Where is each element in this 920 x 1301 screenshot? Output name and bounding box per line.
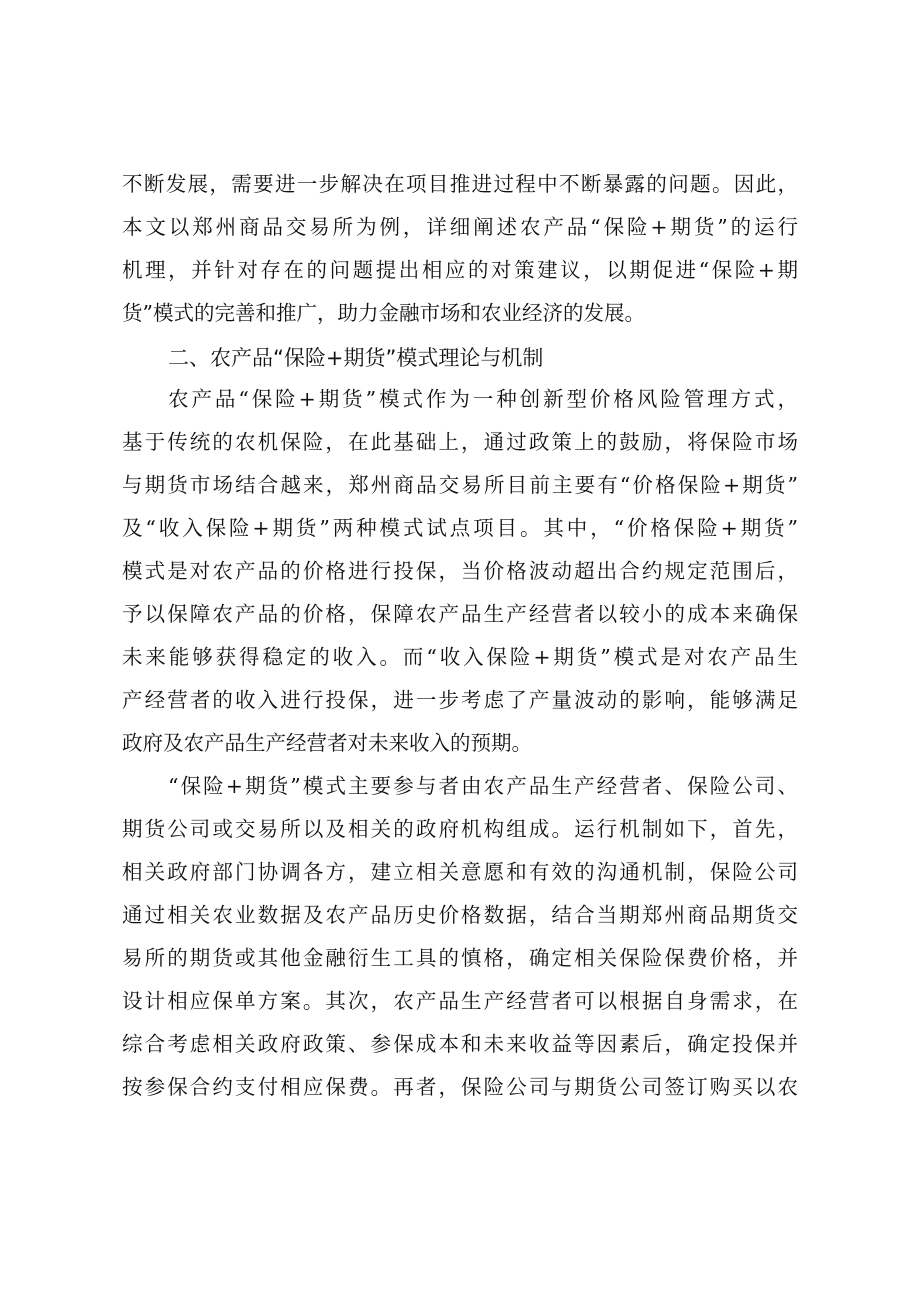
para1-line-6: 予以保障农产品的价格，保障农产品生产经营者以较小的成本来确保	[122, 602, 798, 626]
para2-line-4: 通过相关农业数据及农产品历史价格数据，结合当期郑州商品期货交	[122, 903, 798, 927]
section-heading: 二、农产品“保险+期货”模式理论与机制	[168, 346, 544, 370]
para2-line-5: 易所的期货或其他金融衍生工具的慎格，确定相关保险保费价格，并	[122, 946, 798, 970]
intro-line-4: 货”模式的完善和推广，助力金融市场和农业经济的发展。	[122, 301, 645, 325]
intro-line-3: 机理，并针对存在的问题提出相应的对策建议，以期促进“保险+期	[122, 258, 798, 282]
para1-line-5: 模式是对农产品的价格进行投保，当价格波动超出合约规定范围后，	[122, 559, 798, 583]
para2-line-2: 期货公司或交易所以及相关的政府机构组成。运行机制如下，首先，	[122, 817, 798, 841]
para1-line-3: 与期货市场结合越来，郑州商品交易所目前主要有“价格保险+期货”	[122, 473, 798, 497]
para1-line-9: 政府及农产品生产经营者对未来收入的预期。	[122, 731, 532, 755]
intro-line-1: 不断发展，需要进一步解决在项目推进过程中不断暴露的问题。因此，	[122, 172, 798, 196]
para2-line-1: “保险+期货”模式主要参与者由农产品生产经营者、保险公司、	[168, 774, 798, 798]
intro-line-2: 本文以郑州商品交易所为例，详细阐述农产品“保险+期货”的运行	[122, 215, 798, 239]
para1-line-1: 农产品“保险+期货”模式作为一种创新型价格风险管理方式，	[168, 387, 798, 411]
para1-line-8: 产经营者的收入进行投保，进一步考虑了产量波动的影响，能够满足	[122, 688, 798, 712]
para1-line-7: 未来能够获得稳定的收入。而“收入保险+期货”模式是对农产品生	[122, 645, 798, 669]
para2-line-7: 综合考虑相关政府政策、参保成本和未来收益等因素后，确定投保并	[122, 1032, 798, 1056]
para1-line-4: 及“收入保险+期货”两种模式试点项目。其中，“价格保险+期货”	[122, 516, 798, 540]
para1-line-2: 基于传统的农机保险，在此基础上，通过政策上的鼓励，将保险市场	[122, 430, 798, 454]
para2-line-8: 按参保合约支付相应保费。再者，保险公司与期货公司签订购买以农	[122, 1075, 798, 1099]
para2-line-3: 相关政府部门协调各方，建立相关意愿和有效的沟通机制，保险公司	[122, 860, 798, 884]
para2-line-6: 设计相应保单方案。其次，农产品生产经营者可以根据自身需求，在	[122, 989, 798, 1013]
